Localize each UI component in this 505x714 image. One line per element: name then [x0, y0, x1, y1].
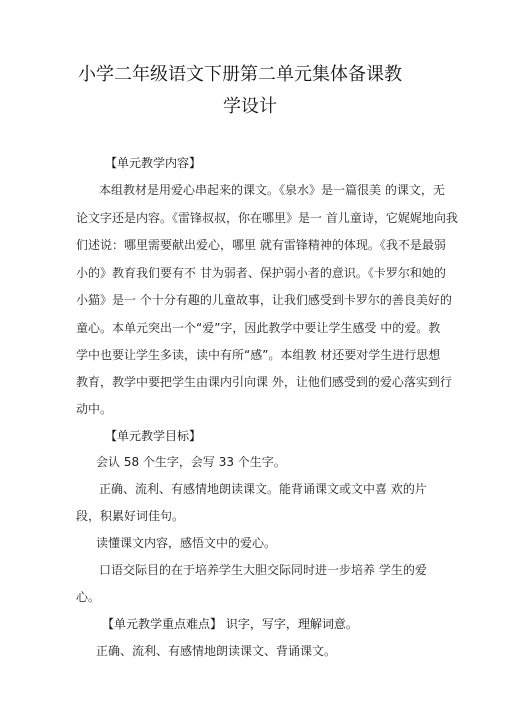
section-heading-key-points: 【单元教学重点难点】 识字，写字，理解词意。 — [102, 617, 358, 631]
goal-item: 口语交际目的在于培养学生大胆交际同时进一步培养 学生的爱 — [99, 563, 427, 577]
paragraph-line: 童心。本单元突出一个“爱”字，因此教学中要让学生感受 中的爱。教 — [76, 321, 441, 335]
goal-item: 会认 58 个生字，会写 33 个生字。 — [96, 455, 286, 469]
section-heading-content: 【单元教学内容】 — [105, 156, 202, 170]
goal-item: 正确、流利、有感情地朗读课文。能背诵课文或文中喜 欢的片 — [99, 482, 427, 496]
paragraph-line: 本组教材是用爱心串起来的课文。《泉水》是一篇很美 的课文，无 — [99, 183, 445, 197]
goal-item: 读懂课文内容，感悟文中的爱心。 — [96, 536, 277, 550]
paragraph-line: 小的》教育我们要有不 甘为弱者、保护弱小者的意识。《卡罗尔和她的 — [76, 266, 446, 280]
paragraph-line: 小猫》是一 个十分有趣的儿童故事，让我们感受到卡罗尔的善良美好的 — [76, 293, 452, 307]
goal-item-continuation: 段，积累好词佳句。 — [76, 509, 185, 523]
paragraph-line: 学中也要让学生多读，读中有所“感”。本组教 材还要对学生进行思想 — [76, 348, 441, 362]
paragraph-line: 们述说：哪里需要献出爱心，哪里 就有雷锋精神的体现。《我不是最弱 — [76, 238, 446, 252]
document-title-line-2: 学设计 — [223, 96, 277, 117]
goal-item-continuation: 心。 — [76, 590, 101, 604]
paragraph-line: 教育，教学中要把学生由课内引向课 外，让他们感受到的爱心落实到行 — [76, 375, 452, 389]
paragraph-line: 论文字还是内容。《雷锋叔叔，你在哪里》是一 首儿童诗，它娓娓地向我 — [76, 211, 458, 225]
paragraph-line: 动中。 — [76, 402, 113, 416]
key-point-item: 正确、流利、有感情地朗读课文、背诵课文。 — [96, 644, 337, 658]
document-title-line-1: 小学二年级语文下册第二单元集体备课教 — [78, 64, 402, 85]
section-heading-goals: 【单元教学目标】 — [105, 429, 202, 443]
